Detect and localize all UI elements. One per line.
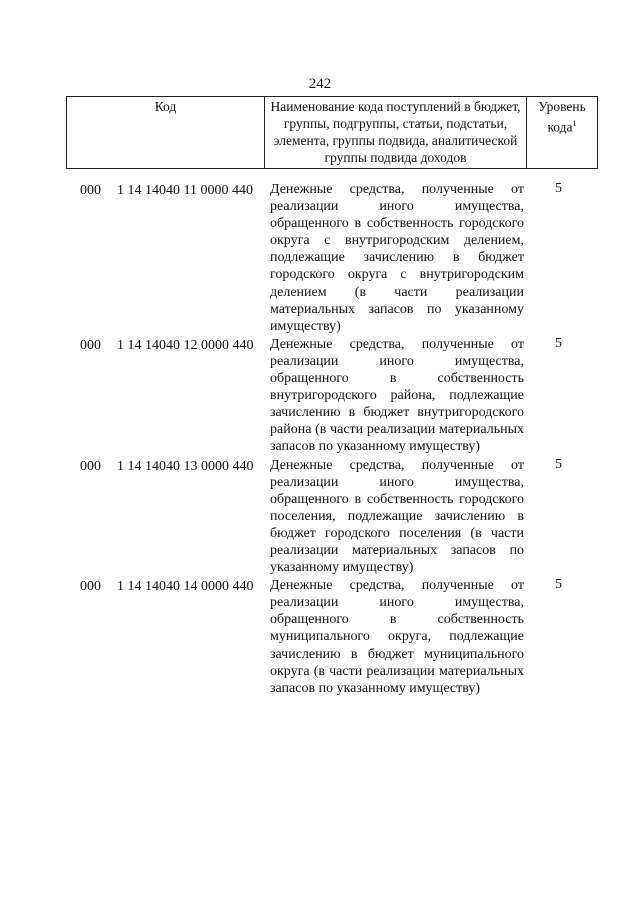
admin-code: 000 — [80, 458, 101, 474]
footnote-marker: 1 — [572, 119, 577, 128]
header-code-label: Код — [154, 99, 177, 114]
income-description: Денежные средства, полученные от реализации иного имущества, обращенного в собственность городского поселения, подлежащие зачислению в бюджет городского поселения (в части реализации материальных запасов по указанному имуществу) — [270, 457, 524, 576]
header-name-cell — [265, 97, 527, 169]
header-level-label: Уровень кода — [538, 99, 586, 135]
admin-code: 000 — [80, 337, 101, 353]
code-level: 5 — [555, 577, 562, 593]
income-description: Денежные средства, полученные от реализации иного имущества, обращенного в собственность городского округа с внутригородским делением, подлежащие зачислению в бюджет городского округа с внутригородским делением (в части реализации материальных запасов по указанному имуществу) — [270, 182, 524, 334]
table-row — [0, 457, 640, 577]
admin-code: 000 — [80, 183, 101, 198]
income-codes-list — [0, 181, 640, 698]
code-level: 5 — [555, 456, 562, 472]
header-level-cell — [527, 97, 598, 169]
table-row — [0, 181, 640, 335]
table-row — [0, 577, 640, 697]
table-row — [0, 336, 640, 456]
header-code-cell — [67, 97, 265, 169]
header-row — [67, 97, 598, 169]
page-number: 242 — [308, 76, 332, 92]
income-code: 1 14 14040 14 0000 440 — [117, 579, 254, 595]
income-code: 1 14 14040 11 0000 440 — [117, 183, 253, 198]
income-code: 1 14 14040 13 0000 440 — [117, 458, 254, 474]
income-code: 1 14 14040 12 0000 440 — [117, 337, 254, 353]
income-description: Денежные средства, полученные от реализации иного имущества, обращенного в собственность внутригородского района, подлежащие зачислению в бюджет внутригородского района (в части реализации материальных запасов по указанному имуществу) — [270, 336, 524, 455]
code-level: 5 — [555, 181, 562, 196]
header-name-label: Наименование кода поступлений в бюджет, группы, подгруппы, статьи, подстатьи, элемента, группы подвида, аналитической группы подвида доходов — [270, 99, 521, 165]
admin-code: 000 — [80, 579, 101, 595]
income-description: Денежные средства, полученные от реализации иного имущества, обращенного в собственность муниципального округа, подлежащие зачислению в бюджет муниципального округа (в части реализации материальных запасов по указанному имуществу) — [270, 578, 524, 696]
header-table — [66, 96, 598, 169]
code-level: 5 — [555, 335, 562, 351]
